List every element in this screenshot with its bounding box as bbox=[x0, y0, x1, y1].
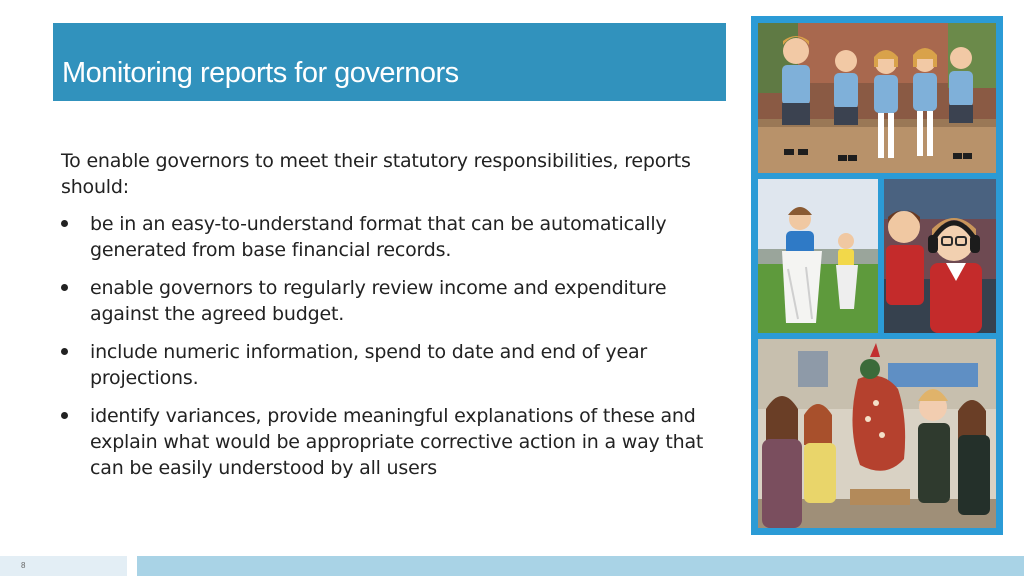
title-bar bbox=[53, 23, 726, 101]
bullet-text: identify variances, provide meaningful explanations of these and explain what would be appropriate corrective action in a way that can be easily understood by all users bbox=[90, 405, 704, 479]
bullet-item bbox=[61, 275, 731, 327]
children-on-wall-illustration bbox=[758, 23, 996, 173]
footer-left-band bbox=[0, 556, 127, 576]
sack-race-photo bbox=[758, 179, 878, 333]
bullet-item bbox=[61, 339, 731, 391]
bullet-dot-icon bbox=[61, 220, 68, 227]
footer-right-band bbox=[137, 556, 1024, 576]
headphones-photo bbox=[884, 179, 996, 333]
sack-race-illustration bbox=[758, 179, 878, 333]
bullet-text: enable governors to regularly review income and expenditure against the agreed budget. bbox=[90, 277, 667, 325]
intro-text: To enable governors to meet their statutory responsibilities, reports should: bbox=[61, 150, 691, 198]
bullet-text: be in an easy-to-understand format that can be automatically generated from base financial records. bbox=[90, 213, 667, 261]
bullet-list bbox=[61, 211, 731, 481]
art-class-illustration bbox=[758, 339, 996, 528]
art-class-photo bbox=[758, 339, 996, 528]
bullet-dot-icon bbox=[61, 284, 68, 291]
photo-collage bbox=[751, 16, 1003, 535]
bullet-dot-icon bbox=[61, 348, 68, 355]
slide-title: Monitoring reports for governors bbox=[62, 57, 459, 89]
children-on-wall-photo bbox=[758, 23, 996, 173]
bullet-item bbox=[61, 403, 731, 481]
bullet-dot-icon bbox=[61, 412, 68, 419]
slide-body bbox=[61, 148, 731, 493]
bullet-item bbox=[61, 211, 731, 263]
headphones-illustration bbox=[884, 179, 996, 333]
bullet-text: include numeric information, spend to date and end of year projections. bbox=[90, 341, 648, 389]
slide-number: 8 bbox=[21, 561, 26, 570]
